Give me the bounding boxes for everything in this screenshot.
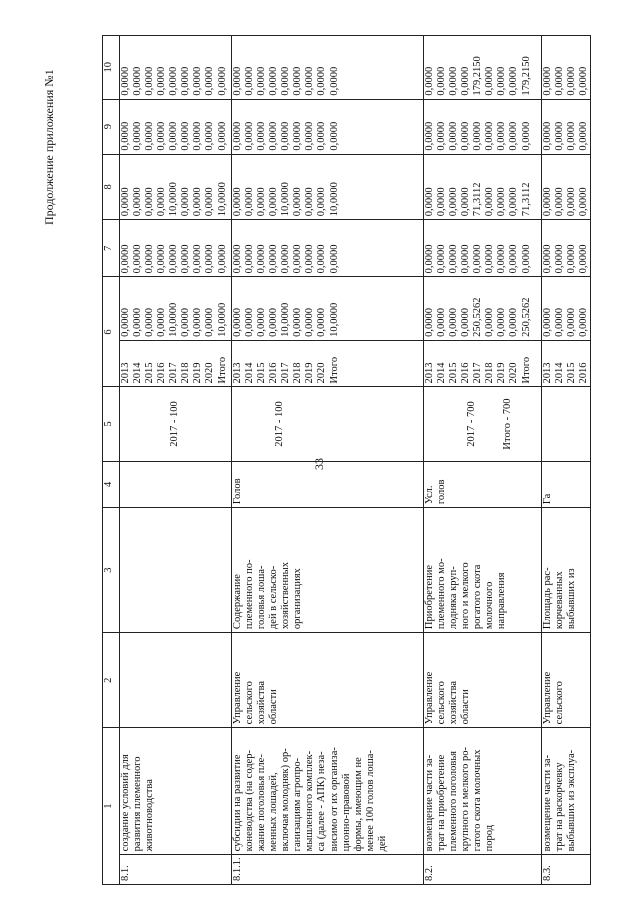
row-col-7: 0,0000 0,0000 0,0000 0,0000 0,0000 0,0000 0,0000 0,0000 0,0000 — [120, 220, 232, 277]
row-name: возмещение части за- трат на раскорчевку выбывших из эксплуа- — [542, 728, 591, 855]
header-col-6: 6 — [103, 277, 120, 387]
row-years: 2013 2014 2015 2016 2017 2018 2019 2020 Итого — [232, 340, 424, 387]
row-number: 8.1.1. — [232, 855, 424, 885]
table-row-8-3 — [542, 36, 591, 885]
row-col-9: 0,0000 0,0000 0,0000 0,0000 0,0000 0,0000 0,0000 0,0000 0,0000 — [232, 99, 424, 154]
header-col-2: 2 — [103, 633, 120, 728]
row-years: 2013 2014 2015 2016 2017 2018 2019 2020 Итого — [120, 340, 232, 387]
header-col-10: 10 — [103, 36, 120, 100]
header-col-8: 8 — [103, 154, 120, 220]
row-col-7: 0,0000 0,0000 0,0000 0,0000 0,0000 0,0000 0,0000 0,0000 0,0000 — [232, 220, 424, 277]
row-col-8: 0,0000 0,0000 0,0000 0,0000 10,0000 0,0000 0,0000 0,0000 10,0000 — [232, 154, 424, 220]
header-col-1: 1 — [103, 728, 120, 885]
table-row-8-2 — [424, 36, 542, 885]
row-col-9: 0,0000 0,0000 0,0000 0,0000 — [542, 99, 591, 154]
row-col-6: 0,0000 0,0000 0,0000 0,0000 10,0000 0,0000 0,0000 0,0000 10,0000 — [120, 277, 232, 341]
table-row-8-1 — [120, 36, 232, 885]
row-unit — [120, 461, 232, 508]
header-col-4: 4 — [103, 461, 120, 508]
row-executor: Управление сельского хозяйства области — [424, 633, 542, 728]
row-unit: Га — [542, 461, 591, 508]
row-indicator — [120, 508, 232, 633]
row-col-6: 0,0000 0,0000 0,0000 0,0000 250,5262 0,0000 0,0000 0,0000 250,5262 — [424, 277, 542, 341]
row-number: 8.2. — [424, 855, 542, 885]
row-col-10: 0,0000 0,0000 0,0000 0,0000 0,0000 0,0000 0,0000 0,0000 0,0000 — [120, 36, 232, 100]
row-years: 2013 2014 2015 2016 2017 2018 2019 2020 Итого — [424, 340, 542, 387]
page-number: 33 — [312, 458, 326, 470]
row-indicator: Содержание племенного по- головья лоша- дей в сельско- хозяйственных организациях — [232, 508, 424, 633]
row-col-8: 0,0000 0,0000 0,0000 0,0000 10,0000 0,0000 0,0000 0,0000 10,0000 — [120, 154, 232, 220]
row-code: 2017 - 100 — [120, 387, 232, 461]
row-executor — [120, 633, 232, 728]
table-row-8-1-1 — [232, 36, 424, 885]
row-col-7: 0,0000 0,0000 0,0000 0,0000 — [542, 220, 591, 277]
row-col-9: 0,0000 0,0000 0,0000 0,0000 0,0000 0,0000 0,0000 0,0000 0,0000 — [120, 99, 232, 154]
header-col-9: 9 — [103, 99, 120, 154]
row-col-6: 0,0000 0,0000 0,0000 0,0000 — [542, 277, 591, 341]
header-col-3: 3 — [103, 508, 120, 633]
row-executor: Управление сельского — [542, 633, 591, 728]
row-code: 2017 - 700 Итого - 700 — [424, 387, 542, 461]
row-indicator: Площадь рас- корчеванных выбывших из — [542, 508, 591, 633]
row-col-10: 0,0000 0,0000 0,0000 0,0000 — [542, 36, 591, 100]
row-code — [542, 387, 591, 461]
row-col-9: 0,0000 0,0000 0,0000 0,0000 0,0000 0,0000 0,0000 0,0000 0,0000 — [424, 99, 542, 154]
row-unit: Голов — [232, 461, 424, 508]
row-name: создание условий для развития племенного животноводства — [120, 728, 232, 855]
row-col-10: 0,0000 0,0000 0,0000 0,0000 179,2150 0,0000 0,0000 0,0000 179,2150 — [424, 36, 542, 100]
row-indicator: Приобретение племенного мо- лодняка круп- ного и мелкого рогатого скота молочного направления — [424, 508, 542, 633]
row-col-6: 0,0000 0,0000 0,0000 0,0000 10,0000 0,0000 0,0000 0,0000 10,0000 — [232, 277, 424, 341]
program-table — [102, 35, 591, 885]
row-unit: Усл. голов — [424, 461, 542, 508]
row-executor: Управление сельского хозяйства области — [232, 633, 424, 728]
row-name: возмещение части за- трат на приобретение племенного поголовья крупного и мелкого ро- гатого скота молочных пород — [424, 728, 542, 855]
header-col-7: 7 — [103, 220, 120, 277]
row-col-10: 0,0000 0,0000 0,0000 0,0000 0,0000 0,0000 0,0000 0,0000 0,0000 — [232, 36, 424, 100]
row-number: 8.3. — [542, 855, 591, 885]
row-col-8: 0,0000 0,0000 0,0000 0,0000 — [542, 154, 591, 220]
row-col-8: 0,0000 0,0000 0,0000 0,0000 71,3112 0,0000 0,0000 0,0000 71,3112 — [424, 154, 542, 220]
page-title: Продолжение приложения №1 — [42, 69, 56, 225]
row-name: субсидии на развитие коневодства (на содер- жание поголовья пле- менных лошадей, включая молодняк) ор- ганизациям агропро- мышленного комплек- са (далее - АПК) неза- висимо от их организа- ционно-правовой формы, имеющим не менее 100 голов лоша- дей — [232, 728, 424, 855]
header-row — [103, 36, 120, 885]
rotated-table-container — [102, 35, 592, 885]
header-col-5: 5 — [103, 387, 120, 461]
row-col-7: 0,0000 0,0000 0,0000 0,0000 0,0000 0,0000 0,0000 0,0000 0,0000 — [424, 220, 542, 277]
row-number: 8.1. — [120, 855, 232, 885]
row-years: 2013 2014 2015 2016 — [542, 340, 591, 387]
row-code: 2017 - 100 — [232, 387, 424, 461]
